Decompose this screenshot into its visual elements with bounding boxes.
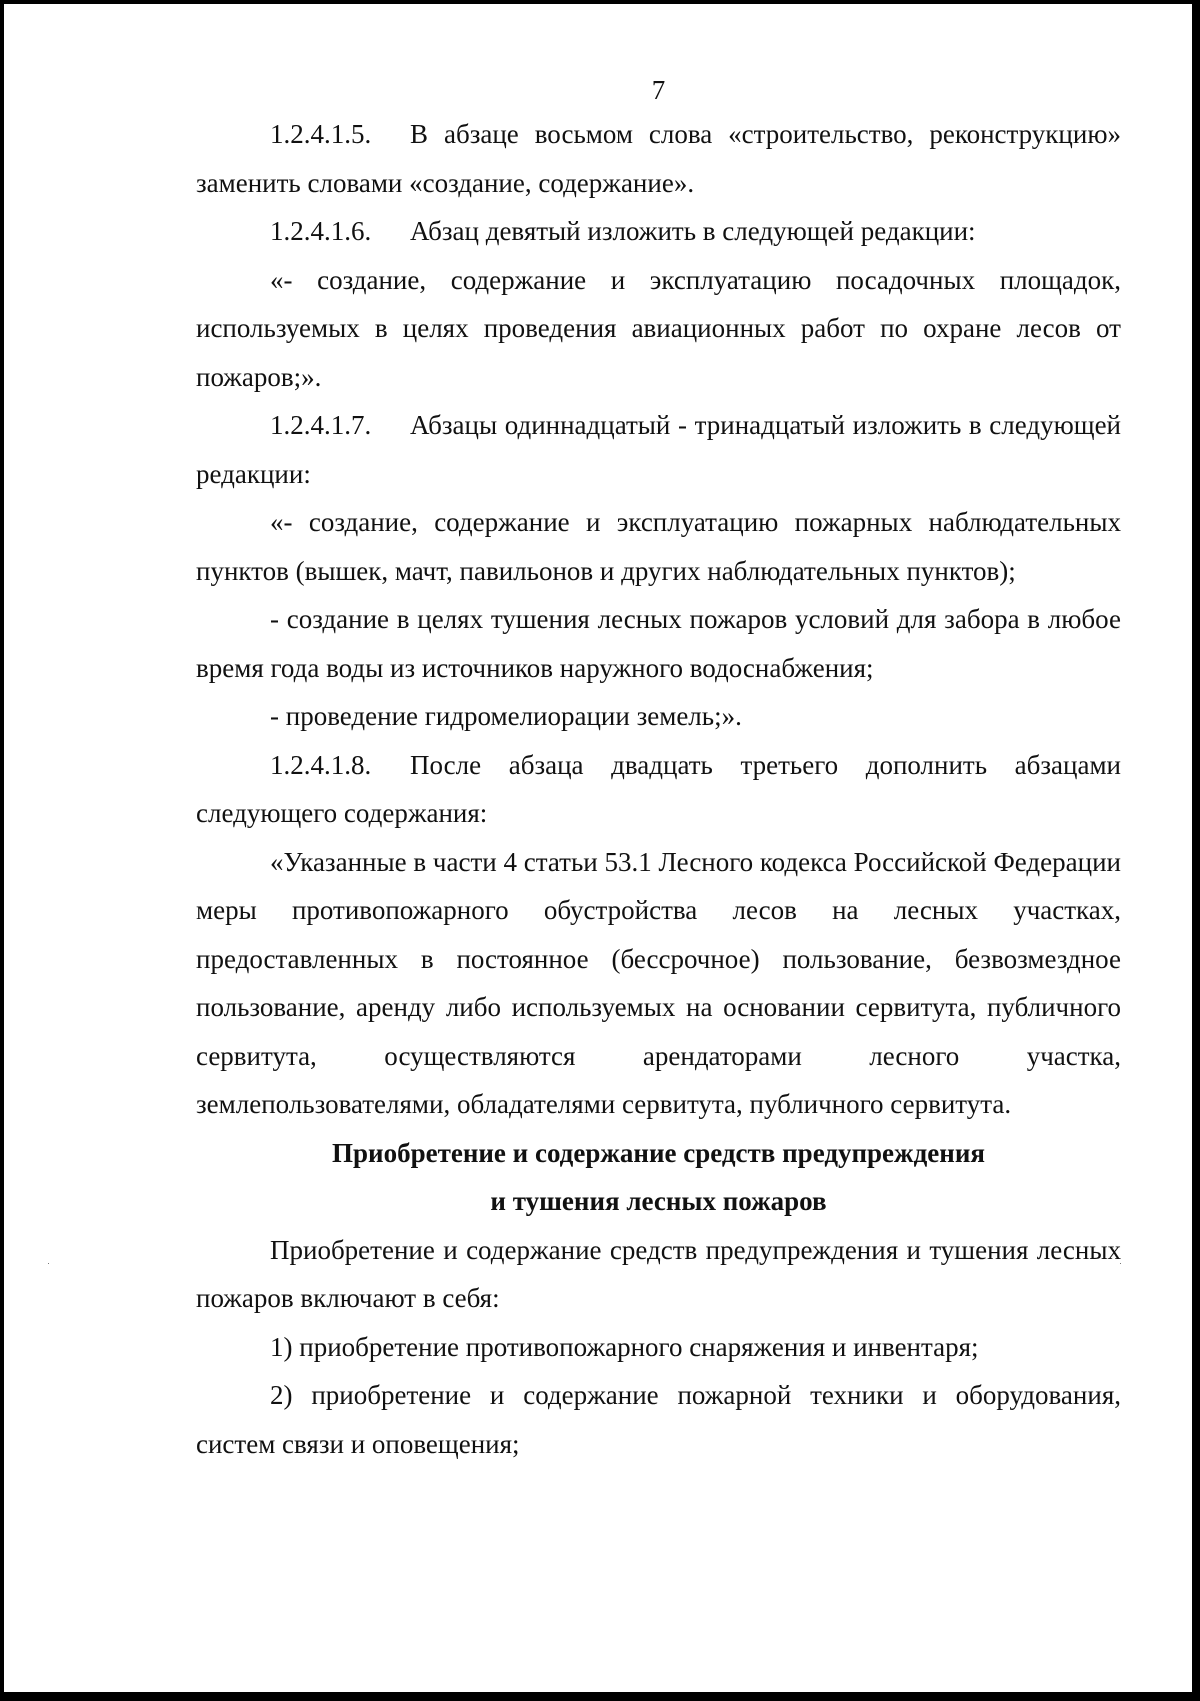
paragraph: [196, 741, 1121, 838]
paragraph: Приобретение и содержание средств предупреждения и тушения лесных пожаров включают в себя:: [196, 1234, 1121, 1313]
paragraph: - создание в целях тушения лесных пожаров условий для забора в любое время года воды из источников наружного водоснабжения;: [196, 604, 1121, 683]
item-number: 1.2.4.1.7.: [270, 410, 372, 440]
scan-mark: [48, 1263, 49, 1264]
paragraph-text: Абзац девятый изложить в следующей редакции:: [410, 216, 976, 246]
list-item: 1) приобретение противопожарного снаряжения и инвентаря;: [270, 1331, 979, 1362]
list-item: 2) приобретение и содержание пожарной техники и оборудования, систем связи и оповещения;: [196, 1380, 1121, 1459]
item-number: 1.2.4.1.6.: [270, 216, 372, 246]
paragraph-text: Абзацы одиннадцатый - тринадцатый изложить в следующей редакции:: [196, 410, 1121, 489]
page-number: 7: [651, 75, 666, 105]
paragraph: [196, 207, 1121, 256]
paragraph: [196, 401, 1121, 498]
document-body: [196, 70, 1121, 1468]
section-heading-line-1: Приобретение и содержание средств предупреждения: [332, 1137, 985, 1168]
paragraph: «- создание, содержание и эксплуатацию пожарных наблюдательных пунктов (вышек, мачт, павильонов и других наблюдательных пунктов);: [196, 507, 1121, 586]
paragraph: [196, 110, 1121, 207]
item-number: 1.2.4.1.5.: [270, 119, 372, 149]
paragraph: «Указанные в части 4 статьи 53.1 Лесного кодекса Российской Федерации меры противопожарного обустройства лесов на лесных участках, предоставленных в постоянное (бессрочное) пользование, безвозмездное пользование, аренду либо используемых на основании сервитута, публичного сервитута, осуществляются арендаторами лесного участка, землепользователями, обладателями сервитута, публичного сервитута.: [196, 846, 1121, 1119]
paragraph: - проведение гидромелиорации земель;».: [270, 701, 742, 731]
paragraph-text: После абзаца двадцать третьего дополнить абзацами следующего содержания:: [196, 749, 1121, 828]
paragraph-text: В абзаце восьмом слова «строительство, реконструкцию» заменить словами «создание, содержание».: [196, 119, 1121, 198]
section-heading-line-2: и тушения лесных пожаров: [490, 1186, 827, 1216]
item-number: 1.2.4.1.8.: [270, 749, 372, 780]
paragraph: «- создание, содержание и эксплуатацию посадочных площадок, используемых в целях проведения авиационных работ по охране лесов от пожаров;».: [196, 264, 1121, 392]
